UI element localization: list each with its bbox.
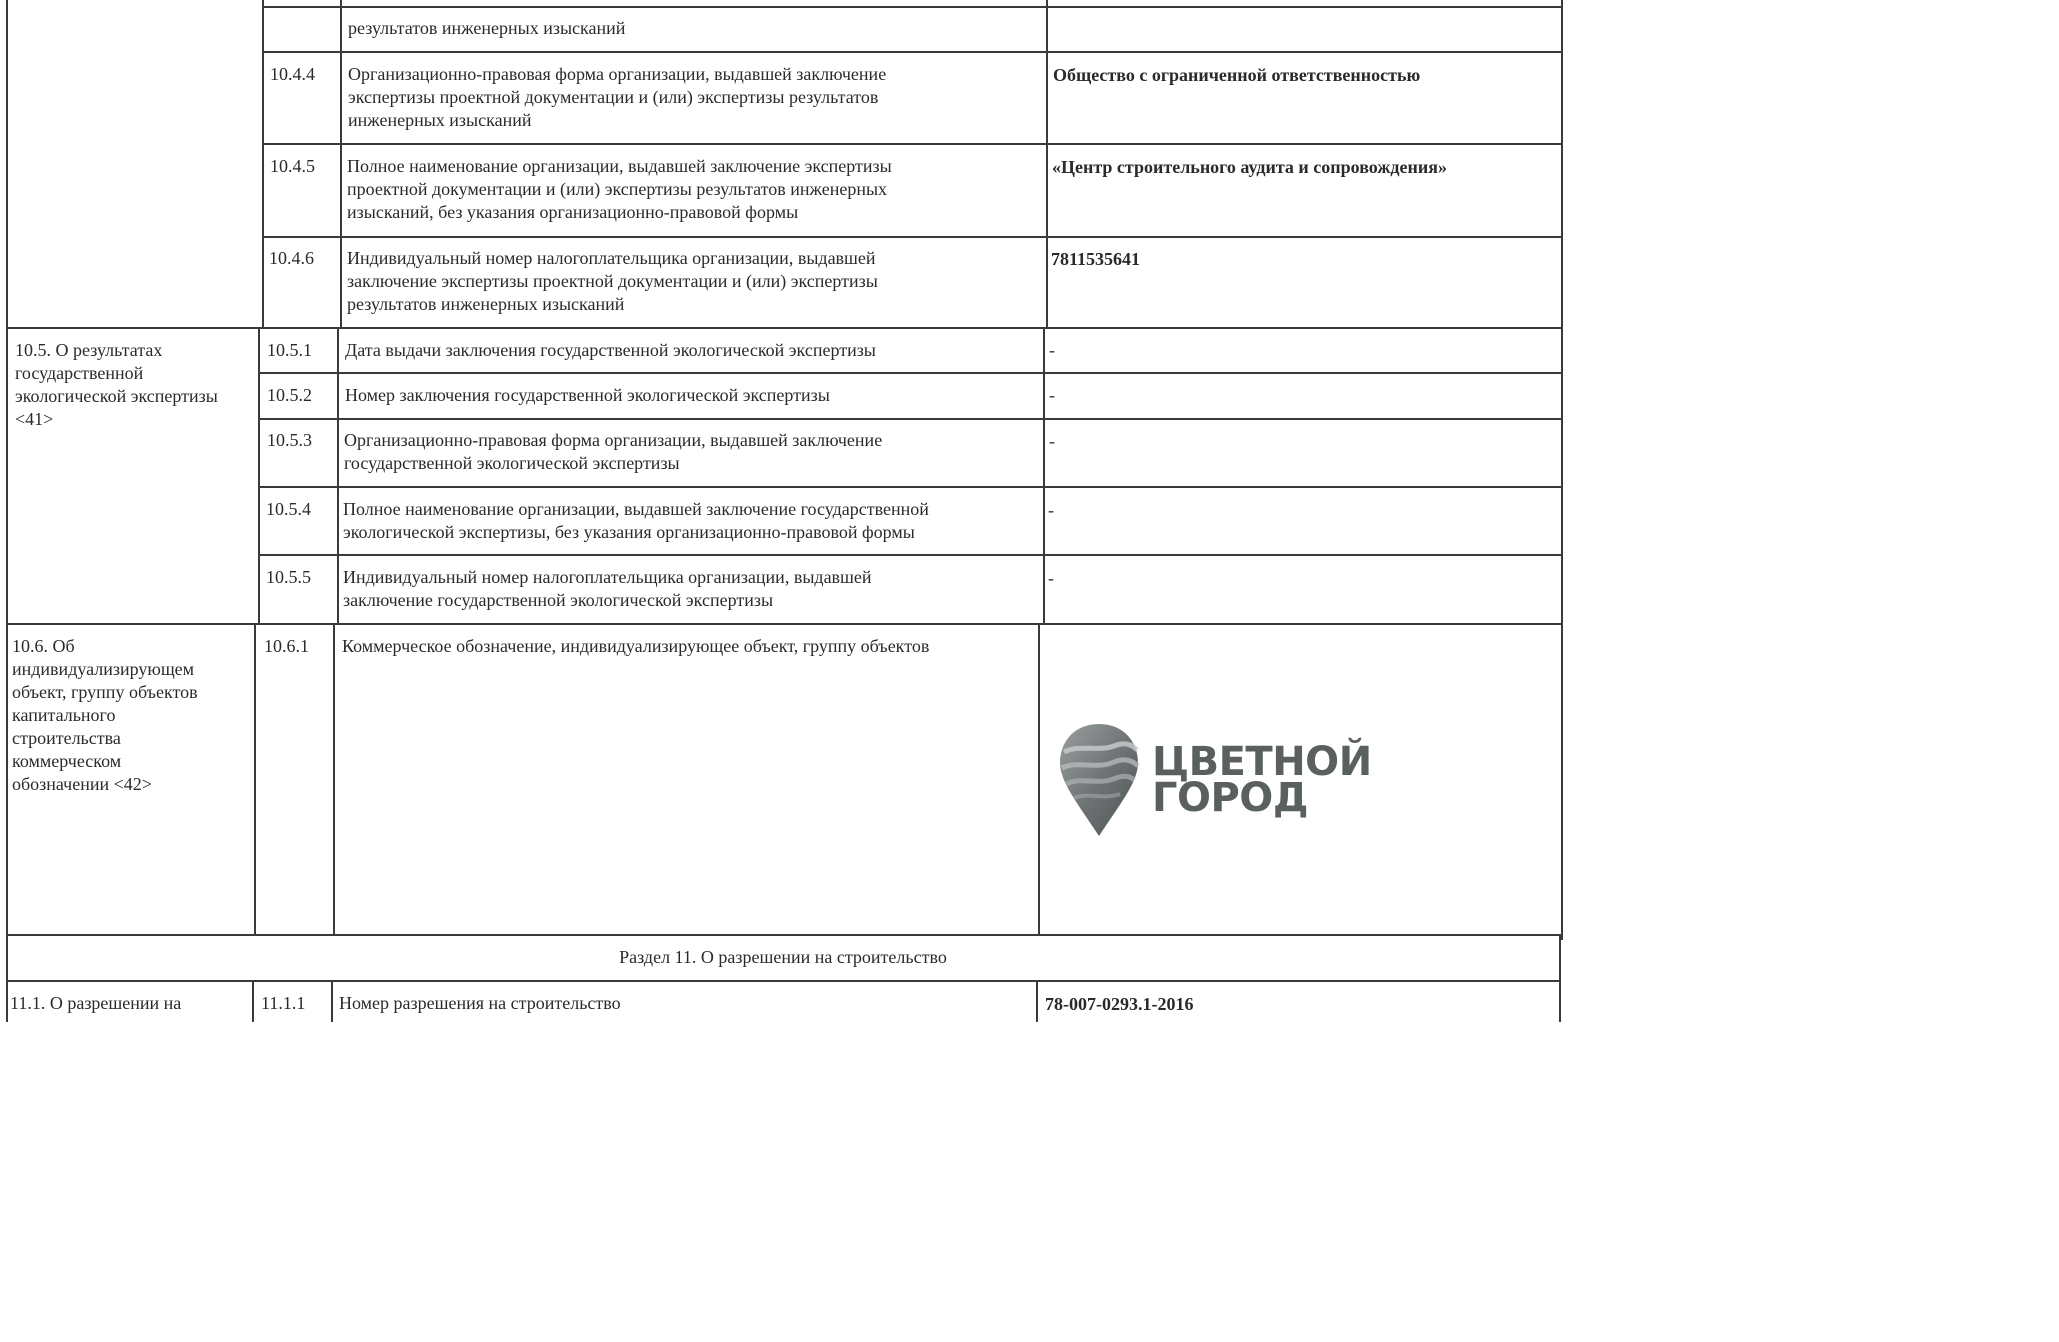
row-divider <box>6 980 1560 982</box>
row-divider <box>262 236 1562 238</box>
row-11-1-1-number: 11.1.1 <box>261 993 306 1013</box>
row-divider <box>262 6 1562 8</box>
column-divider <box>331 980 333 1022</box>
row-10-5-1-description: Дата выдачи заключения государственной экологической экспертизы <box>345 340 876 360</box>
row-divider <box>6 327 1562 329</box>
row-10-4-5-description: Полное наименование организации, выдавшей заключение экспертизы проектной документации и (или) экспертизы результатов инженерных изысканий, без указания организационно-правовой формы <box>347 156 892 222</box>
column-divider <box>333 623 335 935</box>
row-10-4-5-value: «Центр строительного аудита и сопровождения» <box>1052 157 1447 177</box>
column-divider <box>252 980 254 1022</box>
column-divider <box>1036 980 1038 1022</box>
table-border <box>1561 0 1563 940</box>
row-divider <box>258 418 1562 420</box>
row-10-4-4-number: 10.4.4 <box>270 64 315 84</box>
row-10-5-4-description: Полное наименование организации, выдавшей заключение государственной экологической экспертизы, без указания организационно-правовой формы <box>343 499 929 542</box>
group-10-6-label: 10.6. Об индивидуализирующем объект, группу объектов капитального строительства коммерческом обозначении <42> <box>12 636 198 794</box>
row-10-4-5-number: 10.4.5 <box>270 156 315 176</box>
row-10-4-6-description: Индивидуальный номер налогоплательщика организации, выдавшей заключение экспертизы проектной документации и (или) экспертизы результатов инженерных изысканий <box>347 248 878 314</box>
row-10-5-1-number: 10.5.1 <box>267 340 312 360</box>
row-10-4-3-description: результатов инженерных изысканий <box>348 18 626 38</box>
row-divider <box>6 623 1562 625</box>
row-10-5-3-number: 10.5.3 <box>267 430 312 450</box>
tsvetnoy-gorod-logo <box>1056 722 1372 842</box>
logo-word-line1: ЦВЕТНОЙ <box>1152 739 1372 785</box>
row-11-1-1-value: 78-007-0293.1-2016 <box>1045 994 1194 1014</box>
row-10-4-4-value: Общество с ограниченной ответственностью <box>1053 65 1421 85</box>
row-10-5-2-value: - <box>1049 385 1055 405</box>
row-10-5-3-value: - <box>1049 431 1055 451</box>
row-10-6-1-description: Коммерческое обозначение, индивидуализирующее объект, группу объектов <box>342 636 930 656</box>
row-10-6-1-number: 10.6.1 <box>264 636 309 656</box>
row-10-5-4-number: 10.5.4 <box>266 499 311 519</box>
column-divider <box>1046 0 1048 327</box>
row-10-4-6-value: 7811535641 <box>1051 249 1141 269</box>
row-divider <box>262 143 1562 145</box>
logo-word-line2: ГОРОД <box>1152 775 1308 821</box>
column-divider <box>262 0 264 327</box>
column-divider <box>1038 623 1040 935</box>
row-10-5-5-number: 10.5.5 <box>266 567 311 587</box>
row-10-4-6-number: 10.4.6 <box>269 248 314 268</box>
table-border <box>6 0 8 1022</box>
row-10-5-5-description: Индивидуальный номер налогоплательщика организации, выдавшей заключение государственной экологической экспертизы <box>343 567 872 610</box>
row-10-5-2-number: 10.5.2 <box>267 385 312 405</box>
row-10-5-1-value: - <box>1049 340 1055 360</box>
map-pin-balloon-icon <box>1058 722 1140 838</box>
row-divider <box>258 486 1562 488</box>
row-10-5-2-description: Номер заключения государственной экологической экспертизы <box>345 385 830 405</box>
row-divider <box>258 554 1562 556</box>
row-10-5-5-value: - <box>1048 568 1054 588</box>
section-11-header: Раздел 11. О разрешении на строительство <box>619 947 947 967</box>
row-10-5-4-value: - <box>1048 500 1054 520</box>
column-divider <box>340 0 342 327</box>
row-divider <box>258 372 1562 374</box>
row-divider <box>6 934 1561 936</box>
group-11-1-label: 11.1. О разрешении на <box>10 993 182 1013</box>
column-divider <box>254 623 256 935</box>
row-10-4-4-description: Организационно-правовая форма организации, выдавшей заключение экспертизы проектной документации и (или) экспертизы результатов инженерных изысканий <box>348 64 887 130</box>
row-divider <box>262 51 1562 53</box>
row-11-1-1-description: Номер разрешения на строительство <box>339 993 621 1013</box>
group-10-5-label: 10.5. О результатах государственной экологической экспертизы <41> <box>15 340 218 429</box>
row-10-5-3-description: Организационно-правовая форма организации, выдавшей заключение государственной экологической экспертизы <box>344 430 883 473</box>
